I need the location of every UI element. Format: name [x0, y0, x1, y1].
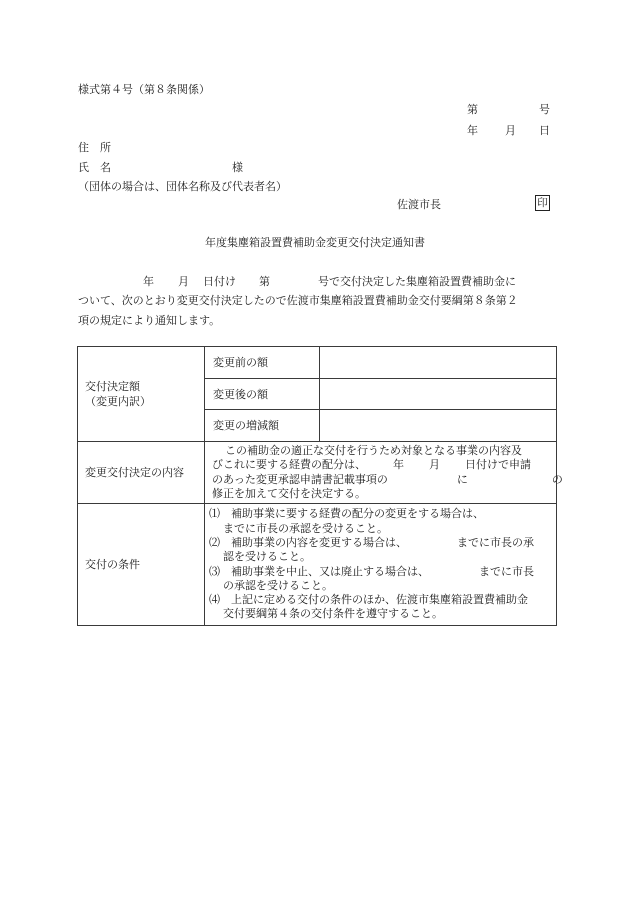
condition-4-cont: 交付要綱第４条の交付条件を遵守すること。	[223, 607, 443, 621]
condition-3-cont: の承認を受けること。	[223, 578, 333, 592]
form-number: 様式第４号（第８条関係）	[78, 83, 210, 96]
issuer-mayor: 佐渡市長	[397, 198, 441, 211]
group-note: （団体の場合は、団体名称及び代表者名）	[78, 180, 287, 193]
date-year-label: 年	[467, 124, 478, 137]
decision-content-label: 変更交付決定の内容	[78, 442, 205, 504]
amount-after-label: 変更後の額	[205, 379, 320, 410]
date-day-label: 日	[539, 124, 550, 137]
decision-line-2-dated: 日付けで申請	[465, 458, 531, 472]
decision-content-text	[205, 442, 563, 504]
granted-amount-label-line2: （変更内訳）	[85, 395, 151, 408]
condition-4: ⑷ 上記に定める交付の条件のほか、佐渡市集塵箱設置費補助金	[209, 593, 528, 607]
decision-line-3-no: の	[551, 472, 563, 486]
amount-diff-value	[320, 410, 557, 442]
decision-line-4: 修正を加えて交付を決定する。	[212, 486, 366, 500]
body-line-3: 項の規定により通知します。	[78, 314, 221, 327]
amount-after-value	[320, 379, 557, 410]
amount-diff-label: 変更の増減額	[205, 410, 320, 442]
document-title: 年度集塵箱設置費補助金変更交付決定通知書	[205, 236, 425, 249]
body-line-1: 号で交付決定した集塵箱設置費補助金に	[318, 275, 516, 288]
notice-number-prefix: 第	[467, 103, 478, 116]
condition-2-cont: 認を受けること。	[223, 550, 311, 564]
condition-3-tail: までに市長	[479, 564, 534, 578]
decision-line-3	[212, 472, 563, 487]
body-dated: 日付け	[203, 275, 236, 288]
seal-mark: 印	[535, 195, 550, 211]
honorific: 様	[232, 161, 243, 174]
body-year: 年	[143, 275, 154, 288]
name-label: 氏 名	[78, 161, 111, 174]
decision-line-2	[212, 458, 550, 472]
address-label: 住 所	[78, 141, 111, 154]
amount-before-label: 変更前の額	[205, 347, 320, 379]
condition-2-text: ⑵ 補助事業の内容を変更する場合は、	[209, 535, 407, 549]
condition-2-tail: までに市長の承	[457, 535, 534, 549]
decision-line-1: この補助金の適正な交付を行うため対象となる事業の内容及	[225, 443, 522, 457]
condition-3	[209, 565, 552, 579]
body-number-prefix: 第	[259, 275, 270, 288]
decision-line-2-text: びこれに要する経費の配分は、	[212, 458, 366, 472]
decision-line-3-ni: に	[456, 472, 468, 486]
condition-3-text: ⑶ 補助事業を中止、又は廃止する場合は、	[209, 564, 429, 578]
body-month: 月	[178, 275, 189, 288]
decision-line-2-year: 年	[393, 458, 404, 472]
grant-decision-table	[77, 346, 563, 626]
conditions-text	[205, 504, 557, 626]
decision-line-3-text: のあった変更承認申請書記載事項の	[212, 472, 388, 486]
body-line-2: ついて、次のとおり変更交付決定したので佐渡市集塵箱設置費補助金交付要綱第８条第２	[78, 294, 518, 307]
date-month-label: 月	[505, 124, 516, 137]
condition-2	[209, 536, 552, 550]
condition-1: ⑴ 補助事業に要する経費の配分の変更をする場合は、	[209, 507, 484, 521]
decision-line-2-month: 月	[429, 458, 440, 472]
conditions-label: 交付の条件	[78, 504, 205, 626]
notice-number-suffix: 号	[539, 103, 550, 116]
granted-amount-label-line1: 交付決定額	[85, 380, 140, 393]
granted-amount-label	[78, 347, 205, 442]
condition-1-cont: までに市長の承認を受けること。	[223, 521, 388, 535]
amount-before-value	[320, 347, 557, 379]
